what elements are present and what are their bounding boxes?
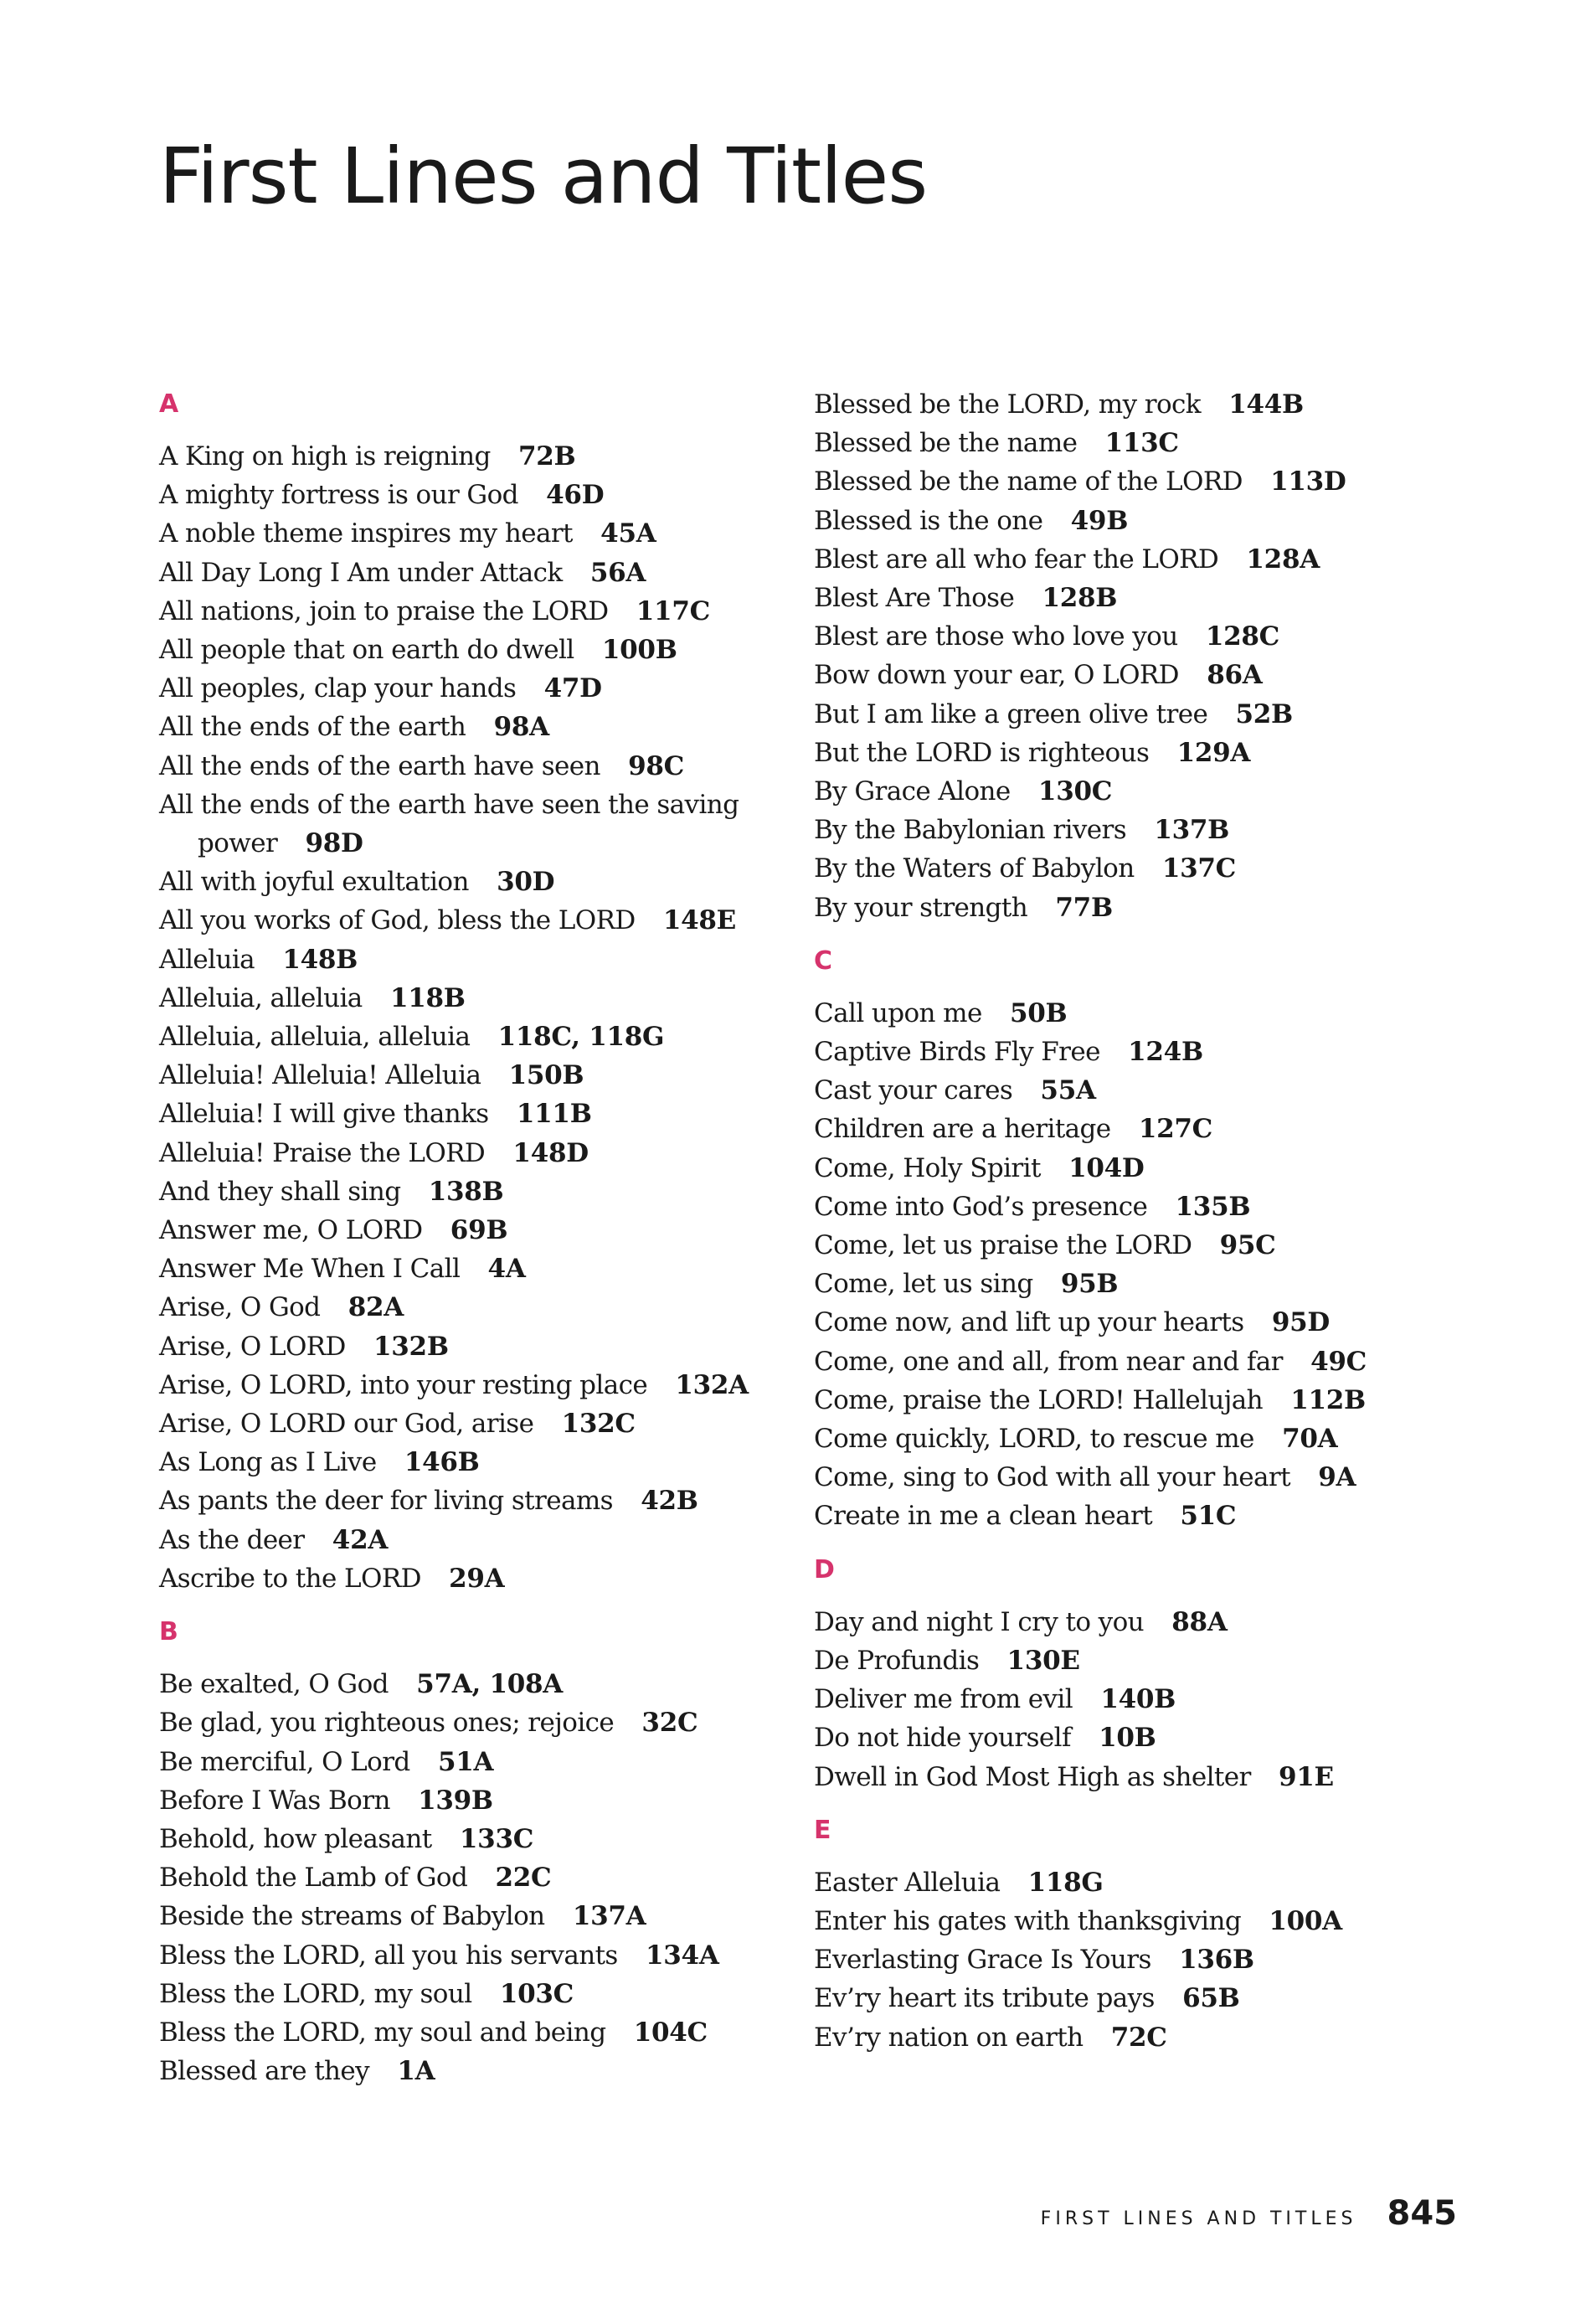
index-section <box>814 1551 1450 1796</box>
index-entry <box>159 1056 795 1095</box>
entry-reference: 42A <box>332 1524 389 1555</box>
index-section <box>814 942 1450 1536</box>
entry-title: Blessed is the one <box>814 505 1043 536</box>
entry-reference: 112B <box>1290 1384 1366 1415</box>
index-entry <box>159 708 795 746</box>
index-section <box>159 385 795 1598</box>
entry-title: De Profundis <box>814 1645 980 1676</box>
index-entry <box>159 1703 795 1742</box>
index-entry <box>814 1680 1450 1719</box>
entry-reference: 127C <box>1138 1114 1213 1145</box>
index-entry <box>159 979 795 1018</box>
entry-title: Be exalted, O God <box>159 1669 389 1700</box>
entry-title: Be glad, you righteous ones; rejoice <box>159 1708 615 1739</box>
section-letter-heading: C <box>814 946 833 976</box>
entry-title: Answer me, O LORD <box>159 1215 423 1246</box>
entry-title: Come, let us praise the LORD <box>814 1230 1192 1261</box>
index-entry <box>159 1820 795 1858</box>
entry-reference: 95D <box>1271 1307 1330 1338</box>
entry-reference: 56A <box>589 557 646 588</box>
entry-reference: 72C <box>1110 2022 1167 2053</box>
entry-title: By the Waters of Babylon <box>814 853 1135 884</box>
entry-title: By the Babylonian rivers <box>814 815 1127 846</box>
index-entry <box>159 1481 795 1520</box>
index-entry <box>159 863 795 901</box>
entry-list <box>159 437 795 1598</box>
entry-reference: 130E <box>1006 1645 1080 1676</box>
entry-title: All the ends of the earth have seen <box>159 750 600 781</box>
entry-title: A King on high is reigning <box>159 441 491 471</box>
index-entry <box>814 1603 1450 1641</box>
index-entry <box>814 889 1450 927</box>
entry-reference: 82A <box>347 1292 404 1323</box>
entry-list <box>814 1603 1450 1796</box>
entry-reference: 128A <box>1246 544 1320 575</box>
index-entry <box>159 1211 795 1250</box>
section-letter-heading: A <box>159 389 179 419</box>
entry-title: Come now, and lift up your hearts <box>814 1307 1244 1338</box>
entry-reference: 148D <box>512 1137 589 1168</box>
entry-title: Blessed be the name of the LORD <box>814 466 1243 497</box>
entry-title: Alleluia! Praise the LORD <box>159 1137 486 1168</box>
entry-reference: 86A <box>1207 660 1263 691</box>
section-letter-heading: B <box>159 1617 178 1647</box>
entry-reference: 137B <box>1154 815 1230 846</box>
entry-title: Alleluia! Alleluia! Alleluia <box>159 1060 481 1091</box>
entry-title: All you works of God, bless the LORD <box>159 905 636 936</box>
index-section <box>159 1613 795 2090</box>
entry-title: Blessed are they <box>159 2056 370 2087</box>
index-entry <box>159 2013 795 2052</box>
entry-title: All Day Long I Am under Attack <box>159 557 563 588</box>
entry-reference: 118B <box>389 982 466 1013</box>
entry-reference: 128B <box>1042 583 1118 614</box>
entry-reference: 32C <box>641 1708 698 1739</box>
index-entry <box>814 1071 1450 1110</box>
entry-title: All with joyful exultation <box>159 867 469 898</box>
entry-reference: 118C, 118G <box>497 1022 665 1053</box>
entry-reference: 98D <box>305 828 363 859</box>
page-number: 845 <box>1387 2194 1457 2233</box>
index-entry <box>159 1975 795 2013</box>
index-entry <box>814 1863 1450 1902</box>
entry-title: By Grace Alone <box>814 776 1011 807</box>
index-entry <box>159 1250 795 1288</box>
entry-reference: 144B <box>1228 389 1304 420</box>
entry-reference: 113D <box>1270 466 1346 497</box>
entry-reference: 77B <box>1055 892 1113 923</box>
index-entry <box>814 1149 1450 1188</box>
entry-title: A mighty fortress is our God <box>159 480 518 511</box>
entry-title: Ev’ry heart its tribute pays <box>814 1983 1155 2014</box>
entry-reference: 98C <box>628 750 685 781</box>
entry-list <box>159 1665 795 2090</box>
index-column-right <box>814 385 1450 2057</box>
index-entry <box>159 1366 795 1404</box>
entry-reference: 117C <box>636 595 710 626</box>
index-entry <box>814 1940 1450 1979</box>
entry-reference: 137C <box>1161 853 1237 884</box>
entry-reference: 70A <box>1282 1424 1338 1455</box>
index-entry <box>814 656 1450 694</box>
index-entry <box>159 786 795 863</box>
index-entry <box>159 1743 795 1781</box>
entry-title: As the deer <box>159 1524 305 1555</box>
entry-title: Come, let us sing <box>814 1269 1033 1300</box>
entry-reference: 134A <box>646 1940 719 1971</box>
entry-reference: 9A <box>1318 1462 1356 1493</box>
entry-reference: 95B <box>1060 1269 1119 1300</box>
index-entry <box>814 1342 1450 1381</box>
entry-title: All the ends of the earth have seen the saving power <box>159 789 739 859</box>
entry-title: Enter his gates with thanksgiving <box>814 1905 1242 1936</box>
index-entry <box>159 1172 795 1211</box>
entry-reference: 55A <box>1040 1075 1096 1106</box>
index-entry <box>814 1226 1450 1265</box>
index-entry <box>159 1521 795 1559</box>
entry-reference: 51C <box>1180 1501 1237 1532</box>
index-entry <box>814 385 1450 424</box>
index-entry <box>814 994 1450 1033</box>
entry-title: But I am like a green olive tree <box>814 698 1208 729</box>
index-entry <box>814 811 1450 849</box>
entry-reference: 130C <box>1037 776 1113 807</box>
entry-reference: 51A <box>437 1746 494 1777</box>
index-entry <box>814 1758 1450 1796</box>
entry-reference: 22C <box>495 1863 552 1894</box>
entry-reference: 29A <box>449 1563 505 1594</box>
entry-reference: 137A <box>572 1901 646 1932</box>
entry-reference: 49C <box>1310 1346 1367 1377</box>
entry-reference: 88A <box>1171 1606 1228 1637</box>
entry-reference: 113C <box>1104 428 1179 459</box>
index-entry <box>814 1381 1450 1420</box>
entry-title: Come into God’s presence <box>814 1191 1148 1222</box>
index-entry <box>159 1559 795 1598</box>
index-entry <box>159 1404 795 1443</box>
index-column-left <box>159 385 795 2090</box>
entry-reference: 69B <box>450 1215 508 1246</box>
entry-title: And they shall sing <box>159 1176 401 1207</box>
index-entry <box>814 1303 1450 1342</box>
entry-reference: 4A <box>487 1254 526 1285</box>
index-entry <box>814 849 1450 888</box>
entry-title: Day and night I cry to you <box>814 1606 1145 1637</box>
index-entry <box>814 1110 1450 1148</box>
entry-reference: 103C <box>499 1978 574 2009</box>
entry-reference: 1A <box>397 2056 435 2087</box>
index-entry <box>159 1665 795 1703</box>
entry-title: Beside the streams of Babylon <box>159 1901 545 1932</box>
entry-reference: 49B <box>1070 505 1129 536</box>
entry-reference: 138B <box>428 1176 504 1207</box>
entry-title: Call upon me <box>814 997 982 1028</box>
entry-title: All peoples, clap your hands <box>159 673 517 704</box>
entry-title: Arise, O LORD, into your resting place <box>159 1369 648 1400</box>
entry-reference: 139B <box>418 1785 493 1816</box>
index-entry <box>814 462 1450 501</box>
index-entry <box>159 669 795 708</box>
index-section <box>814 1811 1450 2057</box>
entry-reference: 132C <box>561 1409 636 1440</box>
entry-title: Blessed be the LORD, my rock <box>814 389 1201 420</box>
entry-reference: 57A, 108A <box>416 1669 564 1700</box>
entry-title: Alleluia, alleluia <box>159 982 363 1013</box>
entry-title: Bless the LORD, my soul <box>159 1978 472 2009</box>
entry-title: Behold the Lamb of God <box>159 1863 468 1894</box>
entry-list <box>814 994 1450 1536</box>
entry-title: Ev’ry nation on earth <box>814 2022 1084 2053</box>
entry-title: Children are a heritage <box>814 1114 1111 1145</box>
entry-reference: 98A <box>493 712 549 743</box>
entry-reference: 132B <box>373 1331 449 1362</box>
entry-title: As Long as I Live <box>159 1447 377 1478</box>
index-entry <box>159 747 795 786</box>
index-entry <box>159 1858 795 1897</box>
running-footer <box>1041 2194 1457 2233</box>
entry-title: But the LORD is righteous <box>814 737 1150 768</box>
entry-title: Before I Was Born <box>159 1785 390 1816</box>
entry-reference: 104C <box>633 2017 708 2048</box>
entry-reference: 148B <box>282 944 358 975</box>
index-entry <box>814 772 1450 811</box>
index-entry <box>814 1641 1450 1680</box>
index-entry <box>814 695 1450 734</box>
index-entry <box>159 901 795 940</box>
index-entry <box>159 592 795 631</box>
index-entry <box>814 1902 1450 1940</box>
index-entry <box>814 424 1450 462</box>
index-entry <box>814 617 1450 656</box>
entry-title: Arise, O LORD our God, arise <box>159 1409 534 1440</box>
entry-reference: 146B <box>404 1447 480 1478</box>
entry-reference: 72B <box>517 441 576 471</box>
entry-title: Blest Are Those <box>814 583 1015 614</box>
entry-title: Do not hide yourself <box>814 1723 1071 1754</box>
entry-title: Deliver me from evil <box>814 1684 1073 1715</box>
entry-title: Everlasting Grace Is Yours <box>814 1945 1151 1976</box>
entry-reference: 52B <box>1235 698 1293 729</box>
index-entry <box>159 514 795 553</box>
entry-list <box>814 385 1450 927</box>
entry-reference: 100B <box>601 635 677 666</box>
entry-title: By your strength <box>814 892 1028 923</box>
index-entry <box>159 940 795 979</box>
entry-title: Come, praise the LORD! Hallelujah <box>814 1384 1263 1415</box>
index-entry <box>814 1265 1450 1303</box>
index-entry <box>159 1288 795 1327</box>
index-entry <box>159 1095 795 1133</box>
entry-title: Be merciful, O Lord <box>159 1746 410 1777</box>
entry-reference: 95C <box>1219 1230 1276 1261</box>
index-entry <box>814 2018 1450 2057</box>
entry-title: Bless the LORD, my soul and being <box>159 2017 606 2048</box>
entry-reference: 124B <box>1128 1037 1203 1068</box>
entry-title: Arise, O LORD <box>159 1331 346 1362</box>
entry-reference: 30D <box>497 867 555 898</box>
entry-reference: 111B <box>516 1099 592 1130</box>
entry-title: Captive Birds Fly Free <box>814 1037 1100 1068</box>
entry-title: Blest are all who fear the LORD <box>814 544 1219 575</box>
entry-title: Come, sing to God with all your heart <box>814 1462 1290 1493</box>
index-entry <box>159 1936 795 1975</box>
entry-reference: 128C <box>1205 621 1280 652</box>
entry-title: Come, Holy Spirit <box>814 1152 1041 1183</box>
entry-reference: 129A <box>1176 737 1251 768</box>
entry-title: Create in me a clean heart <box>814 1501 1153 1532</box>
entry-reference: 133C <box>459 1823 534 1854</box>
entry-reference: 132A <box>675 1369 749 1400</box>
entry-title: Easter Alleluia <box>814 1867 1001 1898</box>
index-entry <box>159 1897 795 1935</box>
entry-title: Dwell in God Most High as shelter <box>814 1761 1251 1792</box>
entry-reference: 45A <box>600 518 656 549</box>
entry-reference: 136B <box>1179 1945 1254 1976</box>
entry-title: Bless the LORD, all you his servants <box>159 1940 618 1971</box>
entry-title: All the ends of the earth <box>159 712 466 743</box>
index-entry <box>814 1188 1450 1226</box>
entry-reference: 135B <box>1175 1191 1251 1222</box>
entry-title: Blessed be the name <box>814 428 1078 459</box>
entry-title: Answer Me When I Call <box>159 1254 461 1285</box>
entry-title: Come, one and all, from near and far <box>814 1346 1283 1377</box>
index-entry <box>159 1443 795 1481</box>
index-entry <box>814 1420 1450 1458</box>
index-entry <box>814 579 1450 617</box>
entry-reference: 140B <box>1100 1684 1176 1715</box>
index-entry <box>814 734 1450 772</box>
entry-reference: 42B <box>641 1486 698 1517</box>
index-entry <box>159 1327 795 1366</box>
index-entry <box>159 631 795 669</box>
index-entry <box>159 476 795 514</box>
entry-title: All nations, join to praise the LORD <box>159 595 609 626</box>
entry-title: Ascribe to the LORD <box>159 1563 421 1594</box>
entry-reference: 91E <box>1278 1761 1334 1792</box>
section-letter-heading: D <box>814 1554 835 1585</box>
entry-title: As pants the deer for living streams <box>159 1486 613 1517</box>
index-entry <box>159 554 795 592</box>
section-letter-heading: E <box>814 1815 831 1845</box>
entry-title: Arise, O God <box>159 1292 321 1323</box>
entry-reference: 118G <box>1027 1867 1104 1898</box>
index-entry <box>159 1018 795 1056</box>
entry-reference: 104D <box>1068 1152 1145 1183</box>
index-entry <box>159 1134 795 1172</box>
index-entry <box>814 1033 1450 1071</box>
entry-reference: 10B <box>1099 1723 1156 1754</box>
entry-reference: 65B <box>1182 1983 1240 2014</box>
index-entry <box>814 1458 1450 1497</box>
index-entry <box>159 2052 795 2090</box>
index-entry <box>814 1497 1450 1535</box>
index-section <box>814 385 1450 927</box>
entry-title: Alleluia! I will give thanks <box>159 1099 489 1130</box>
entry-reference: 150B <box>508 1060 584 1091</box>
index-entry <box>159 437 795 476</box>
entry-title: Bow down your ear, O LORD <box>814 660 1179 691</box>
entry-title: Alleluia <box>159 944 255 975</box>
page-title: First Lines and Titles <box>159 131 928 221</box>
entry-title: Alleluia, alleluia, alleluia <box>159 1022 471 1053</box>
entry-title: All people that on earth do dwell <box>159 635 574 666</box>
entry-title: Behold, how pleasant <box>159 1823 432 1854</box>
entry-title: Blest are those who love you <box>814 621 1178 652</box>
entry-reference: 148E <box>662 905 737 936</box>
entry-title: A noble theme inspires my heart <box>159 518 573 549</box>
entry-reference: 47D <box>543 673 602 704</box>
index-entry <box>814 540 1450 579</box>
entry-reference: 46D <box>546 480 605 511</box>
running-footer-label: FIRST LINES AND TITLES <box>1040 2208 1357 2229</box>
entry-reference: 100A <box>1269 1905 1342 1936</box>
entry-list <box>814 1863 1450 2057</box>
entry-reference: 50B <box>1009 997 1068 1028</box>
entry-title: Come quickly, LORD, to rescue me <box>814 1424 1254 1455</box>
index-entry <box>814 1719 1450 1757</box>
index-entry <box>814 502 1450 540</box>
entry-title: Cast your cares <box>814 1075 1013 1106</box>
index-entry <box>159 1781 795 1820</box>
index-entry <box>814 1979 1450 2017</box>
